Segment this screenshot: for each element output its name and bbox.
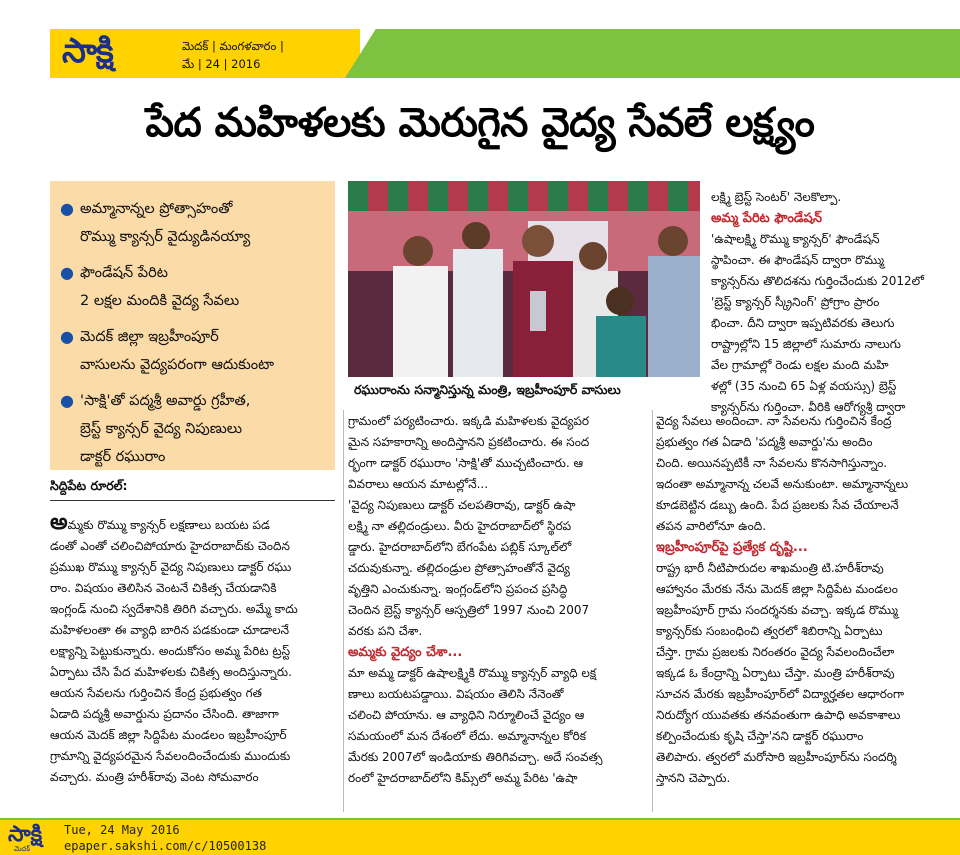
article-column-2	[348, 411, 648, 789]
edition-date: మే | 24 | 2016	[182, 57, 261, 71]
footer-date: Tue, 24 May 2016	[64, 823, 180, 837]
highlight-item	[60, 323, 325, 379]
paragraph	[50, 512, 340, 788]
footer-logo-edition: మెదక్	[14, 845, 31, 853]
subheading: ఇబ్రహీంపూర్‌పై ప్రత్యేక దృష్టి...	[656, 540, 808, 555]
paragraph: రాష్ట్ర భారీ నీటిపారుదల శాఖమంత్రి టి.హరీశ్‌రావు ఆహ్వానం మేరకు నేను మెదక్ జిల్లా సిద్దిపేట మండలం ఇబ్రహీంపూర్ గ్రామ సందర్శనకు వచ్చా. ఇక్కడ రొమ్ము క్యాన్సర్‌కు సంబంధించి త్వరలో శిబిరాన్ని ఏర్పాటు చేస్తా. గ్రామ ప్రజలకు నిరంతరం వైద్య సేవలందించేలా ఇక్కడ ఓ కేంద్రాన్ని ఏర్పాటు చేస్తా. మంత్రి హరీశ్‌రావు సూచన మేరకు ఇబ్రహీంపూర్‌లో విద్యార్హతల ఆధారంగా నిరుద్యోగ యువతకు తనవంతుగా ఉపాధి అవకాశాలు కల్పించేందుకు కృషి చేస్తా'నని డాక్టర్ రఘురాం తెలిపారు. త్వరలో మరోసారి ఇబ్రహీంపూర్‌ను సందర్శి స్తానని చెప్పారు.	[656, 561, 905, 785]
photo-illustration	[348, 181, 700, 403]
highlight-item	[60, 387, 325, 471]
paragraph: వైద్య సేవలు అందించా. నా సేవలను గుర్తించిన కేంద్ర ప్రభుత్వం గత ఏడాది 'పద్మశ్రీ అవార్డు'ను అందిం చింది. అయినప్పటికీ నా సేవలను కొనసాగిస్తున్నాం. ఇదంతా అమ్మానాన్న చలవే అనుకుంటా. అమ్మానాన్నలు కూడబెట్టిన డబ్బు ఉంది. పేద ప్రజలకు సేవ చేయాలనే తపన వారిలోనూ ఉంది.	[656, 414, 909, 533]
paragraph: గ్రామంలో పర్యటించారు. ఇక్కడి మహిళలకు వైద్యపర మైన సహకారాన్ని అందిస్తానని ప్రకటించారు. ఈ సంద ర్భంగా డాక్టర్ రఘురాం 'సాక్షి'తో ముచ్చటించారు. ఆ వివరాలు ఆయన మాటల్లోనే...	[348, 414, 590, 491]
paragraph-text: మ్మకు రొమ్ము క్యాన్సర్ లక్షణాలు బయట పడ డంతో ఎంతో చలించిపోయారు హైదరాబాద్‌కు చెందిన ప్రముఖ రొమ్ము క్యాన్సర్ వైద్య నిపుణులు డాక్టర్ రఘు రాం. విషయం తెలిసిన వెంటనే చికిత్స చేయడానికి ఇంగ్లండ్ నుంచి స్వదేశానికి తిరిగి వచ్చారు. అమ్మే కాదు మహిళలంతా ఈ వ్యాధి బారిన పడకుండా చూడాలనే లక్ష్యాన్ని పెట్టుకున్నారు. అందుకోసం అమ్మ పేరిట ట్రస్ట్ ఏర్పాటు చేసి పేద మహిళలకు చికిత్స అందిస్తున్నారు. ఆయన సేవలను గుర్తించిన కేంద్ర ప్రభుత్వం గత ఏడాది పద్మశ్రీ అవార్డును ప్రదానం చేసింది. తాజాగా ఆయన మెదక్ జిల్లా సిద్దిపేట మండలం ఇబ్రహీంపూర్ గ్రామాన్ని వైద్యపరమైన సేవలందించేందుకు ముందుకు వచ్చారు. మంత్రి హరీశ్‌రావు వెంట సోమవారం	[50, 518, 298, 784]
article-photo	[348, 181, 700, 403]
dateline: సిద్దిపేట రూరల్:	[50, 478, 128, 493]
footer-meta	[64, 822, 266, 854]
subheading: అమ్మకు వైద్యం చేశా...	[348, 645, 463, 660]
column-divider	[652, 410, 653, 812]
paragraph: 'వైద్య నిపుణులు డాక్టర్ చలపతిరావు, డాక్టర్ ఉషా లక్ష్మి నా తల్లిదండ్రులు. వీరు హైదరాబాద్‌లో స్థిరప డ్డారు. హైదరాబాద్‌లోని బేగంపేట పబ్లిక్ స్కూల్‌లో చదువుకున్నా. తల్లిదండ్రుల ప్రోత్సాహంతోనే వైద్య వృత్తిని ఎంచుకున్నా. ఇంగ్లండ్‌లోని ప్రపంచ ప్రసిద్ధి చెందిన బ్రెస్ట్ క్యాన్సర్ ఆస్పత్రిలో 1997 నుంచి 2007 వరకు పని చేశా.	[348, 498, 590, 638]
article-column-3	[711, 187, 951, 418]
highlight-text: మెదక్ జిల్లా ఇబ్రహీంపూర్ వాసులను వైద్యపరంగా ఆదుకుంటా	[80, 329, 274, 373]
drop-cap: అ	[50, 510, 68, 535]
paragraph: 'ఉషాలక్ష్మి రొమ్ము క్యాన్సర్' ఫౌండేషన్ స్థాపించా. ఈ ఫౌండేషన్ ద్వారా రొమ్ము క్యాన్సర్‌ను తొలిదశను గుర్తించేందుకు 2012లో 'బ్రెస్ట్ క్యాన్సర్ స్క్రీనింగ్' ప్రోగ్రాం ప్రారం భించా. దీని ద్వారా ఇప్పటివరకు తెలుగు రాష్ట్రాల్లోని 15 జిల్లాలో సుమారు నాలుగు వేల గ్రామాల్లో రెండు లక్షల మంది మహి ళల్లో (35 నుంచి 65 ఏళ్ల వయస్సు) బ్రెస్ట్ క్యాన్సర్‌ను గుర్తించా. వీరికి ఆరోగ్యశ్రీ ద్వారా	[711, 232, 924, 414]
dateline-rule	[50, 500, 335, 501]
masthead	[50, 29, 960, 78]
highlight-item	[60, 195, 325, 251]
highlight-text: అమ్మానాన్నల ప్రోత్సాహంతో రొమ్ము క్యాన్సర్ వైద్యుడినయ్యా	[80, 201, 251, 245]
highlight-text: ఫౌండేషన్ పేరిట 2 లక్షల మందికి వైద్య సేవలు	[80, 265, 240, 309]
subheading: అమ్మ పేరిట ఫౌండేషన్	[711, 211, 822, 226]
photo-caption: రఘురాంను సన్మానిస్తున్న మంత్రి, ఇబ్రహీంపూర్ వాసులు	[348, 377, 700, 403]
paragraph: మా అమ్మ డాక్టర్ ఉషాలక్ష్మికి రొమ్ము క్యాన్సర్ వ్యాధి లక్ష ణాలు బయటపడ్డాయి. విషయం తెలిసి నేనెంతో చలించి పోయాను. ఆ వ్యాధిని నిర్మూలించే వైద్యం ఆ సమయంలో మన దేశంలో లేదు. అమ్మానాన్నల కోరిక మేరకు 2007లో ఇండియాకు తిరిగివచ్చా. అదే సంవత్స రంలో హైదరాబాద్‌లోని కిమ్స్‌లో అమ్మ పేరిట 'ఉషా	[348, 666, 603, 785]
article-column-1	[50, 512, 340, 788]
bullet-icon: ●	[60, 263, 74, 282]
district-day: మెదక్ | మంగళవారం |	[182, 39, 284, 53]
highlights-box	[50, 181, 335, 470]
footer-url[interactable]: epaper.sakshi.com/c/10500138	[64, 839, 267, 853]
column-divider	[343, 410, 344, 812]
bullet-icon: ●	[60, 199, 74, 218]
bullet-icon: ●	[60, 391, 74, 410]
footer-logo: సాక్షి	[8, 822, 43, 847]
article-column-3-lower	[656, 411, 952, 789]
edition-info	[182, 37, 284, 73]
highlight-text: 'సాక్షి'తో పద్మశ్రీ అవార్డు గ్రహీత, బ్రెస్ట్ క్యాన్సర్ వైద్య నిపుణులు డాక్టర్ రఘురాం	[80, 393, 251, 465]
bullet-icon: ●	[60, 327, 74, 346]
epaper-footer	[0, 818, 960, 855]
highlight-item	[60, 259, 325, 315]
sakshi-logo: సాక్షి	[62, 31, 113, 71]
masthead-green-band	[345, 29, 960, 78]
paragraph: లక్ష్మి బ్రెస్ట్ సెంటర్' నెలకొల్పా.	[711, 190, 842, 204]
article-headline: పేద మహిళలకు మెరుగైన వైద్య సేవలే లక్ష్యం	[145, 100, 815, 146]
